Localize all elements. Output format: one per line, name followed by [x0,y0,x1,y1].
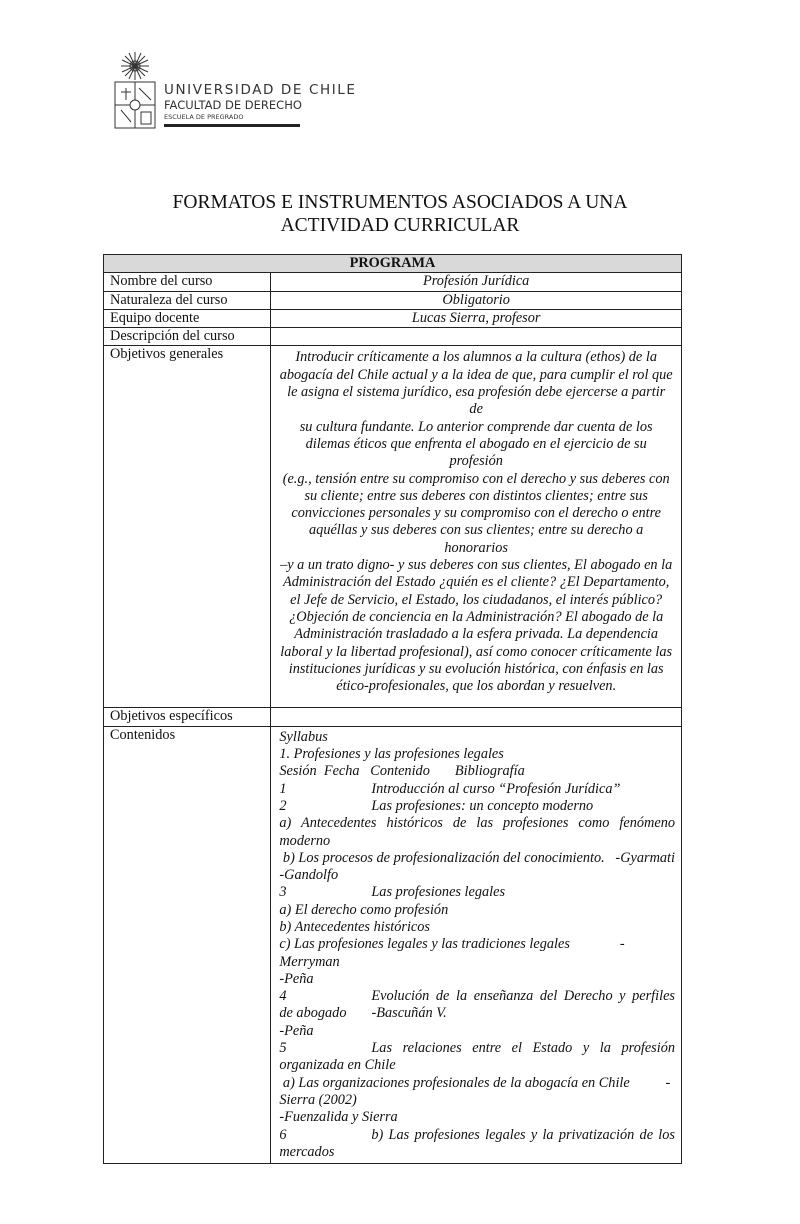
school-name: ESCUELA DE PREGRADO [164,113,244,121]
objective-line: le asigna el sistema jurídico, esa profesión debe ejercerse a partir de [287,384,666,418]
program-table [103,254,682,1164]
objective-line: ¿Objeción de conciencia en la Administración? El abogado de la [289,608,664,625]
syllabus-line [279,1127,675,1144]
syllabus-line [279,763,675,780]
objective-line: ético-profesionales, que los abordan y resuelven. [336,678,617,695]
session-number: 2 [279,797,287,814]
syllabus-line [279,902,675,919]
objective-line: Introducir críticamente a los alumnos a la cultura (ethos) de la [295,349,657,366]
row-value: Obligatorio [271,291,682,309]
university-logo-icon [113,52,157,136]
syllabus-line [279,867,675,884]
syllabus-line [279,1023,675,1040]
syllabus-line [279,781,675,798]
syllabus-line [279,746,675,763]
page-title [100,191,700,237]
syllabus-text: Introducción al curso “Profesión Jurídica” [371,780,621,797]
objective-line: instituciones jurídicas y su evolución histórica, con énfasis en las [288,660,664,677]
syllabus-line [279,1092,675,1109]
table-row [104,726,682,1163]
table-row [104,273,682,291]
syllabus-line [279,1144,675,1161]
row-label: Descripción del curso [104,328,271,346]
syllabus-text: -Gandolfo [279,867,339,884]
syllabus-text: Las relaciones entre el Estado y la profesión [371,1040,675,1057]
syllabus-text: b) Las profesiones legales y la privatización de los [371,1126,675,1143]
syllabus-line [279,833,675,850]
session-number: 1 [279,780,287,797]
objective-line: Administración trasladado a la esfera privada. La dependencia [294,626,659,643]
university-name: UNIVERSIDAD DE CHILE [164,82,357,98]
row-label: Equipo docente [104,309,271,327]
syllabus-text: a) El derecho como profesión [279,901,449,918]
syllabus-text: de abogado -Bascuñán V. [279,1005,447,1022]
header-divider [164,124,300,127]
syllabus-line [279,1040,675,1057]
syllabus-text: a) Antecedentes históricos de las profesiones como fenómeno [279,815,675,832]
table-row [104,346,682,708]
session-number: 6 [279,1126,287,1143]
row-label: Objetivos específicos [104,708,271,726]
objective-line: su cliente; entre sus deberes con distintos clientes; entre sus [304,487,648,504]
row-value [271,328,682,346]
syllabus-line [279,954,675,971]
syllabus-text: organizada en Chile [279,1057,396,1074]
syllabus-line [279,971,675,988]
syllabus-text: Sesión Fecha Contenido Bibliografía [279,763,525,780]
syllabus-line [279,884,675,901]
objective-line: su cultura fundante. Lo anterior comprende dar cuenta de los [299,418,653,435]
syllabus-text: 1. Profesiones y las profesiones legales [279,746,504,763]
syllabus-text: Syllabus [279,728,328,745]
title-line: FORMATOS E INSTRUMENTOS ASOCIADOS A UNA [172,192,628,213]
objective-line: el Jefe de Servicio, el Estado, los ciudadanos, el interés público? [290,591,663,608]
session-number: 5 [279,1040,287,1057]
table-heading: PROGRAMA [104,255,682,273]
syllabus-text: moderno [279,832,331,849]
row-label: Naturaleza del curso [104,291,271,309]
session-number: 4 [279,988,287,1005]
syllabus-text: b) Antecedentes históricos [279,918,430,935]
syllabus-line [279,1005,675,1022]
syllabus-line [279,798,675,815]
syllabus-text: Las profesiones: un concepto moderno [371,797,594,814]
syllabus-text: a) Las organizaciones profesionales de la abogacía en Chile - [279,1074,671,1091]
row-label: Objetivos generales [104,346,271,708]
syllabus-text: -Peña [279,1022,314,1039]
syllabus-line [279,815,675,832]
objective-line: dilemas éticos que enfrenta el abogado en el ejercicio de su profesión [305,435,647,470]
syllabus-text: -Fuenzalida y Sierra [279,1109,398,1126]
syllabus-line [279,1109,675,1126]
syllabus-line [279,1075,675,1092]
syllabus-line [279,988,675,1005]
syllabus-line [279,1057,675,1074]
syllabus-text: mercados [279,1143,335,1160]
syllabus-text: Las profesiones legales [371,884,506,901]
table-row [104,708,682,726]
objective-line: abogacía del Chile actual y a la idea de que, para cumplir el rol que [279,366,673,383]
syllabus-line [279,850,675,867]
syllabus-text: c) Las profesiones legales y las tradiciones legales - [279,936,625,953]
objective-line: convicciones personales y su compromiso con el derecho o entre [291,505,661,522]
row-value [271,708,682,726]
syllabus-line [279,919,675,936]
row-value: Profesión Jurídica [271,273,682,291]
table-row [104,291,682,309]
row-value: Lucas Sierra, profesor [271,309,682,327]
syllabus-text: b) Los procesos de profesionalización del conocimiento. -Gyarmati [279,849,675,866]
objective-line: aquéllas y sus deberes con sus clientes; entre su derecho a honorarios [309,522,644,556]
table-row [104,309,682,327]
objective-line: laboral y la libertad profesional), así como conocer críticamente las [280,643,673,660]
faculty-name: FACULTAD DE DERECHO [164,98,302,112]
objetivos-generales-text [271,346,682,708]
objective-line: –y a un trato digno- y sus deberes con sus clientes, El abogado en la [280,557,673,574]
row-label: Nombre del curso [104,273,271,291]
session-number: 3 [279,884,287,901]
syllabus-line [279,936,675,953]
table-row [104,328,682,346]
contenidos-text [271,726,682,1163]
syllabus-text: Sierra (2002) [279,1091,357,1108]
syllabus-line [279,729,675,746]
syllabus-text: Evolución de la enseñanza del Derecho y perfiles [371,988,675,1005]
objective-line: Administración del Estado ¿quién es el cliente? ¿El Departamento, [283,574,670,591]
title-line: ACTIVIDAD CURRICULAR [280,215,520,236]
syllabus-text: Merryman [279,953,340,970]
row-label: Contenidos [104,726,271,1163]
objective-line: (e.g., tensión entre su compromiso con el derecho y sus deberes con [282,470,670,487]
syllabus-text: -Peña [279,970,314,987]
